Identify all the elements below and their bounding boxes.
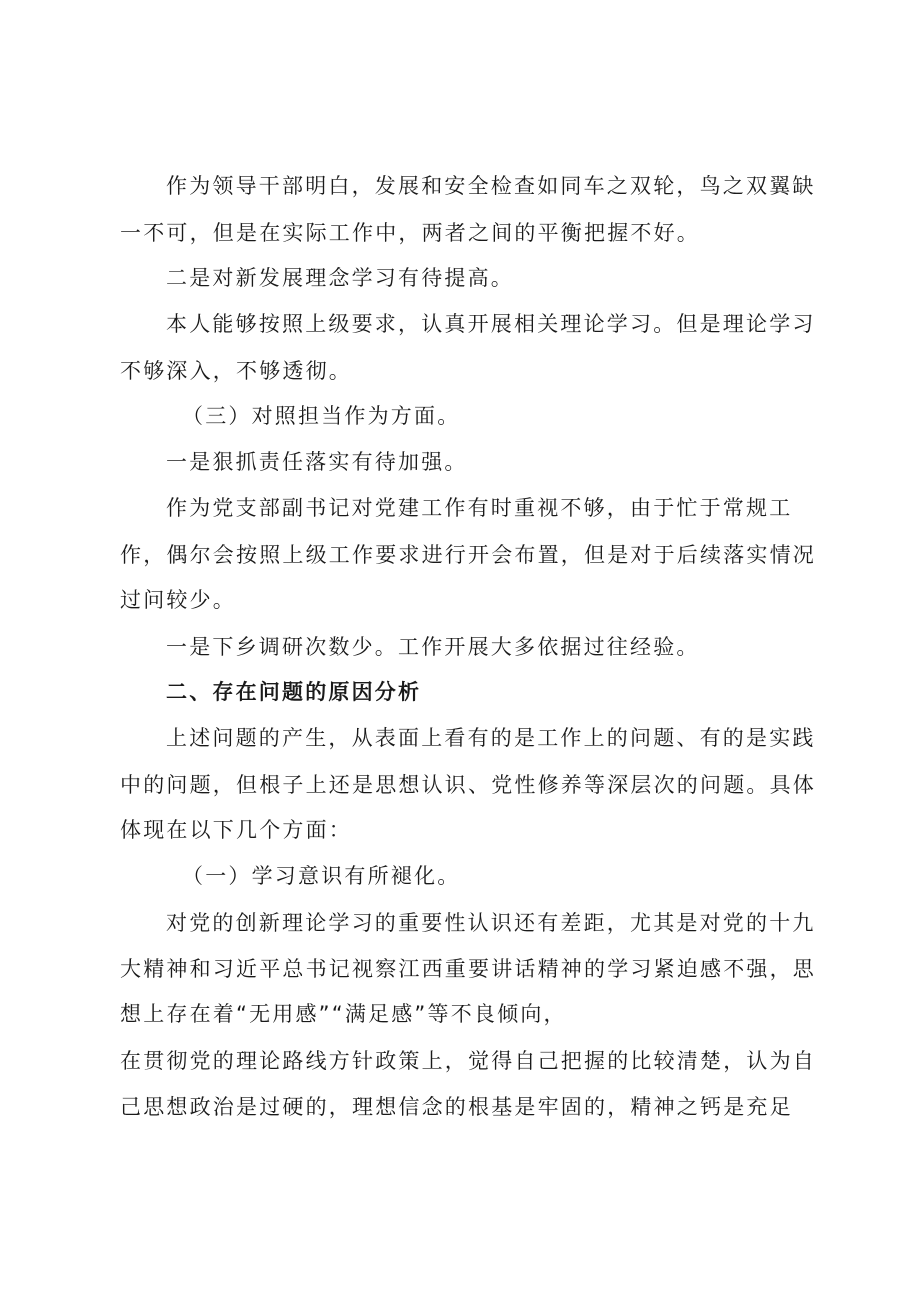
section-heading: （三）对照担当作为方面。	[182, 404, 461, 428]
paragraph-line: 本人能够按照上级要求，认真开展相关理论学习。但是理论学习	[166, 312, 816, 336]
paragraph-line: 作为党支部副书记对党建工作有时重视不够，由于忙于常规工	[166, 496, 793, 520]
paragraph-line: 作，偶尔会按照上级工作要求进行开会布置，但是对于后续落实情况	[120, 543, 816, 567]
paragraph-line: 体现在以下几个方面：	[120, 818, 352, 842]
paragraph-line: 对党的创新理论学习的重要性认识还有差距，尤其是对党的十九	[166, 911, 816, 935]
paragraph-line: 一是狠抓责任落实有待加强。	[166, 450, 468, 474]
paragraph-line: 中的问题，但根子上还是思想认识、党性修养等深层次的问题。具体	[120, 773, 816, 797]
paragraph-line: 己思想政治是过硬的，理想信念的根基是牢固的，精神之钙是充足	[120, 1095, 793, 1119]
paragraph-line: 想上存在着“无用感”“满足感”等不良倾向，	[120, 1002, 567, 1026]
paragraph-line: 过问较少。	[120, 588, 236, 612]
paragraph-line: 作为领导干部明白，发展和安全检查如同车之双轮，鸟之双翼缺	[166, 174, 816, 198]
section-heading: （一）学习意识有所褪化。	[182, 864, 461, 888]
paragraph-line: 一不可，但是在实际工作中，两者之间的平衡把握不好。	[120, 221, 700, 245]
paragraph-line: 一是下乡调研次数少。工作开展大多依据过往经验。	[166, 635, 700, 659]
chapter-heading: 二、存在问题的原因分析	[166, 680, 422, 704]
paragraph-line: 二是对新发展理念学习有待提高。	[166, 266, 514, 290]
paragraph-line: 不够深入，不够透彻。	[120, 359, 352, 383]
paragraph-line: 大精神和习近平总书记视察江西重要讲话精神的学习紧迫感不强，思	[120, 957, 816, 981]
paragraph-line: 在贯彻党的理论路线方针政策上，觉得自己把握的比较清楚，认为自	[120, 1049, 816, 1073]
paragraph-line: 上述问题的产生，从表面上看有的是工作上的问题、有的是实践	[166, 726, 816, 750]
